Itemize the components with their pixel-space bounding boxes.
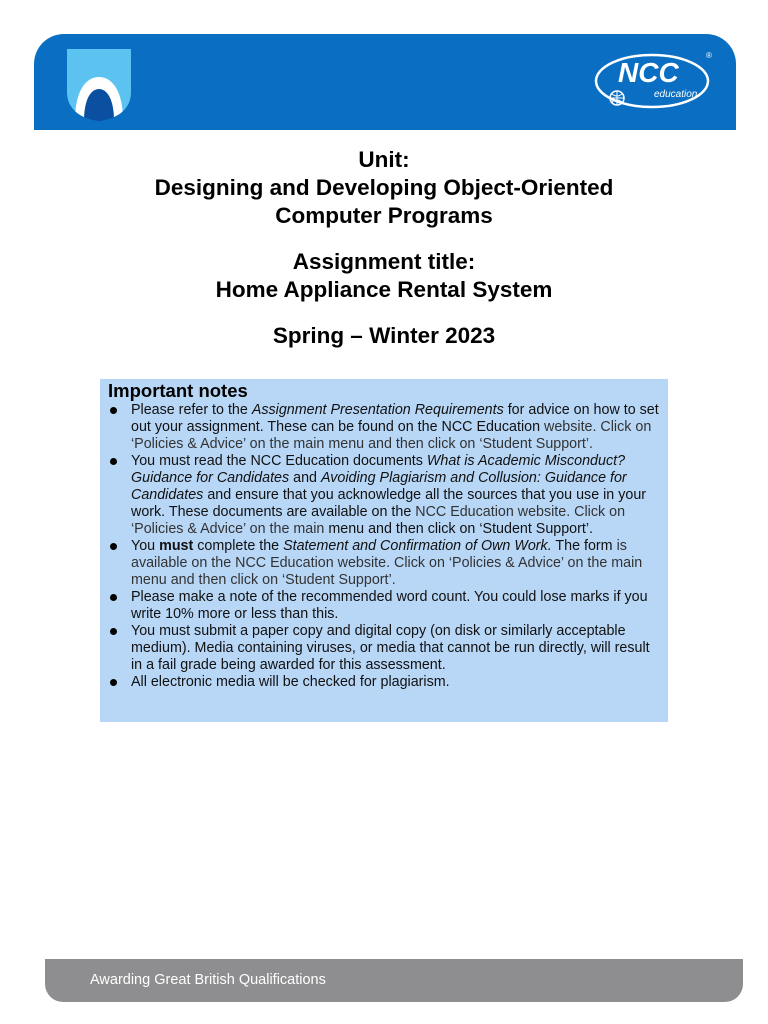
important-notes-box [100, 379, 668, 722]
title-block [0, 146, 768, 350]
notes-heading: Important notes [108, 380, 248, 401]
list-item: All electronic media will be checked for plagiarism. [108, 674, 664, 691]
shield-logo-icon [67, 49, 131, 121]
assignment-label: Assignment title: [292, 249, 476, 274]
unit-title-line-2: Computer Programs [275, 203, 493, 228]
period: Spring – Winter 2023 [272, 323, 496, 348]
unit-label: Unit: [358, 147, 410, 172]
list-item: You must submit a paper copy and digital copy (on disk or similarly acceptable medium). Media containing viruses, or media that cannot be run directly, will result in a fail grade being awarded for this assessment. [108, 623, 664, 674]
registered-mark: ® [706, 51, 712, 60]
logo-sub-text: education [654, 89, 698, 100]
list-item: You must read the NCC Education documents What is Academic Misconduct? Guidance for Candidates and Avoiding Plagiarism and Collusion: Guidance for Candidates and ensure that you acknowledge all the sources that you use in your work. These documents are available on the NCC Education website. Click on ‘Policies & Advice’ on the main menu and then click on ‘Student Support’. [108, 453, 664, 538]
list-item: Please make a note of the recommended word count. You could lose marks if you write 10% more or less than this. [108, 589, 664, 623]
list-item: You must complete the Statement and Confirmation of Own Work. The form is available on the NCC Education website. Click on ‘Policies & Advice’ on the main menu and then click on ‘Student Support’. [108, 538, 664, 589]
logo-brand-text: NCC [618, 57, 679, 88]
notes-list [108, 402, 664, 691]
header-band [34, 34, 736, 130]
footer-band [45, 959, 743, 1002]
unit-title-line-1: Designing and Developing Object-Oriented [154, 175, 614, 200]
ncc-education-logo [592, 48, 716, 114]
list-item: Please refer to the Assignment Presentation Requirements for advice on how to set out your assignment. These can be found on the NCC Education website. Click on ‘Policies & Advice’ on the main menu and then click on ‘Student Support’. [108, 402, 664, 453]
footer-tagline: Awarding Great British Qualifications [90, 972, 326, 988]
assignment-name: Home Appliance Rental System [215, 277, 553, 302]
